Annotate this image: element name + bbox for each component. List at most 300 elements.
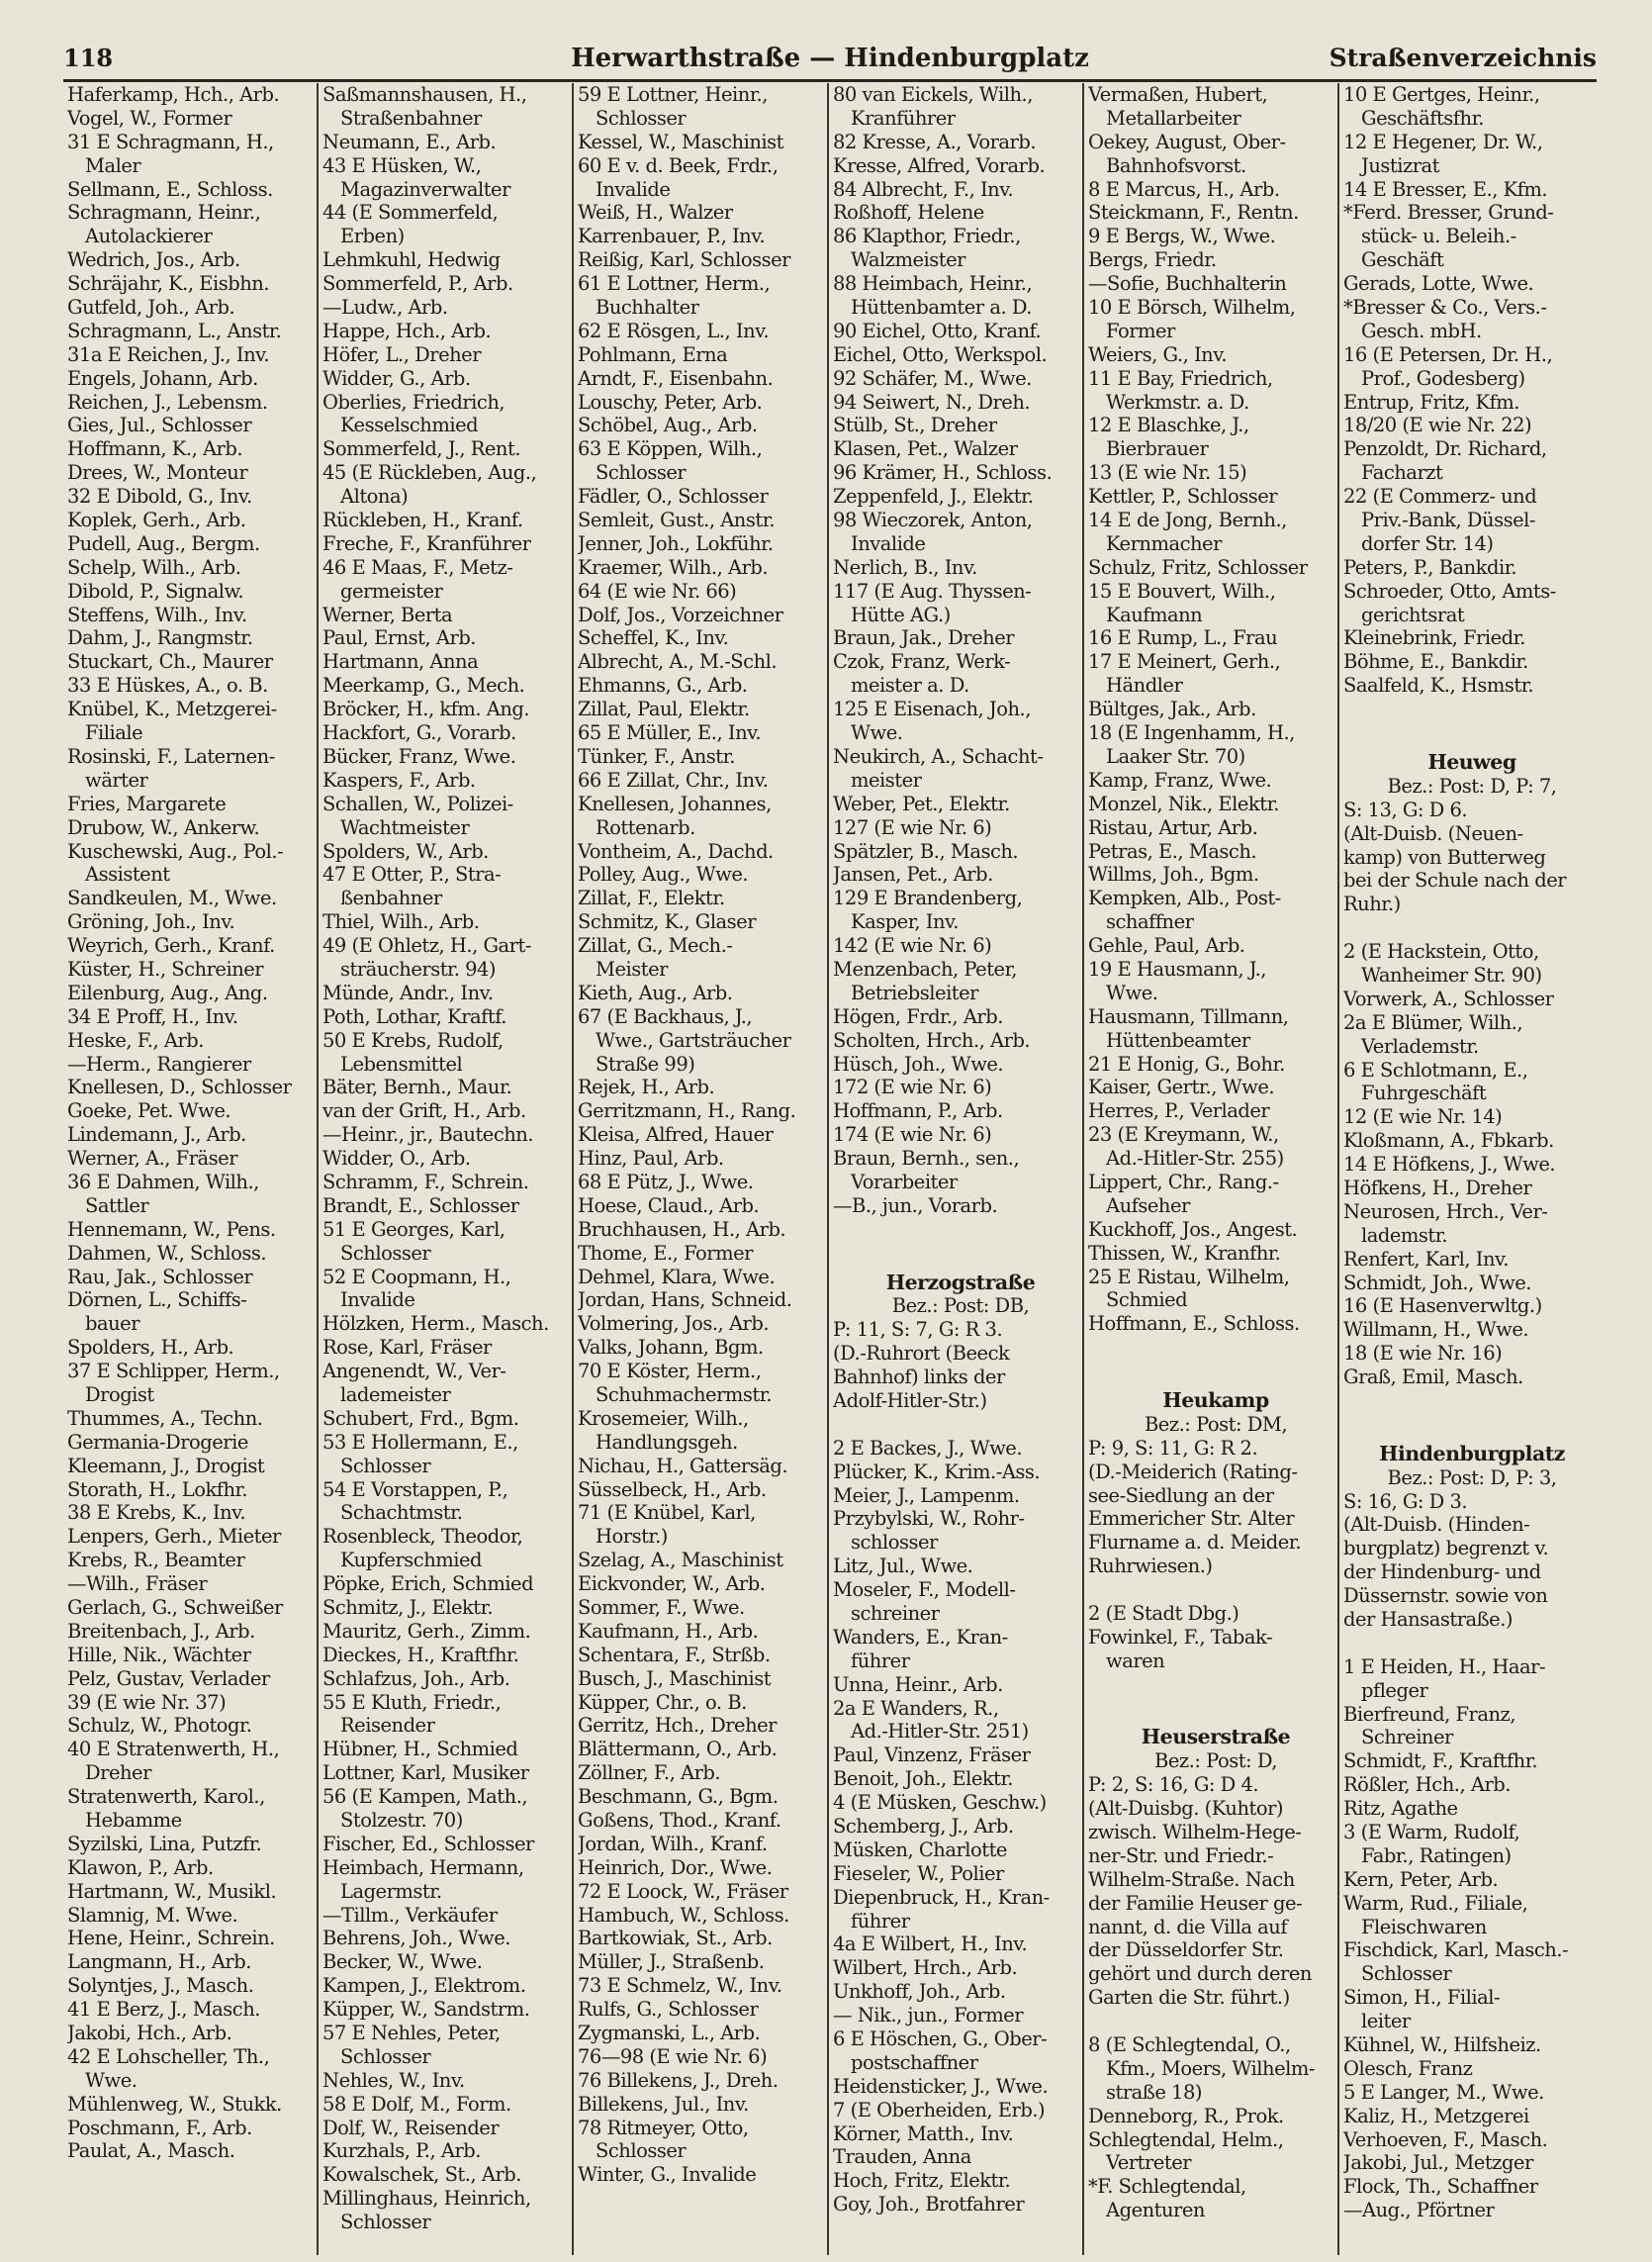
- directory-entry: P: 2, S: 16, G: D 4.: [1088, 1773, 1259, 1797]
- directory-entry: Horstr.): [596, 1525, 668, 1549]
- directory-entry: der Hindenburg- und: [1343, 1560, 1541, 1584]
- directory-entry: 53 E Hollermann, E.,: [322, 1430, 518, 1454]
- directory-column-6: [1339, 83, 1595, 2255]
- directory-entry: Schlegtendal, Helm.,: [1088, 2127, 1284, 2151]
- directory-entry: 59 E Lottner, Heinr.,: [578, 83, 768, 106]
- directory-entry: Herres, P., Verlader: [1088, 1099, 1270, 1123]
- directory-entry: Hackfort, G., Vorarb.: [322, 721, 516, 745]
- directory-entry: Hoffmann, E., Schloss.: [1088, 1312, 1300, 1336]
- directory-entry: Hebamme: [85, 1809, 182, 1833]
- directory-entry: Wilhelm-Straße. Nach: [1088, 1867, 1295, 1891]
- directory-entry: (Alt-Duisb. (Hinden-: [1343, 1513, 1530, 1537]
- directory-entry: Denneborg, R., Prok.: [1088, 2104, 1284, 2127]
- directory-entry: Drogist: [85, 1382, 154, 1406]
- directory-entry: *Bresser & Co., Vers.-: [1343, 296, 1547, 320]
- directory-entry: Stuckart, Ch., Maurer: [67, 650, 273, 674]
- directory-entry: Müsken, Charlotte: [833, 1838, 1007, 1861]
- directory-entry: Agenturen: [1106, 2199, 1205, 2222]
- directory-entry: 16 E Rump, L., Frau: [1088, 626, 1278, 650]
- directory-entry: 129 E Brandenberg,: [833, 887, 1023, 910]
- directory-entry: Höfer, L., Dreher: [322, 342, 482, 366]
- directory-entry: Kieth, Aug., Arb.: [578, 981, 733, 1004]
- directory-entry: —Heinr., jr., Bautechn.: [322, 1123, 534, 1147]
- directory-entry: Wwe.: [85, 2068, 138, 2092]
- directory-entry: Jordan, Wilh., Kranf.: [578, 1832, 768, 1855]
- directory-entry: Vorarbeiter: [851, 1170, 958, 1193]
- directory-entry: Thiel, Wilh., Arb.: [322, 910, 480, 934]
- directory-entry: meister: [851, 768, 922, 792]
- directory-entry: 23 (E Kreymann, W.,: [1088, 1123, 1279, 1147]
- directory-entry: Saßmannshausen, H.,: [322, 83, 527, 106]
- directory-entry: Kaiser, Gertr., Wwe.: [1088, 1076, 1275, 1099]
- directory-entry: P: 11, S: 7, G: R 3.: [833, 1318, 1003, 1342]
- directory-entry: 33 E Hüskes, A., o. B.: [67, 674, 268, 698]
- directory-entry: Happe, Hch., Arb.: [322, 319, 492, 342]
- directory-entry: Kranführer: [851, 106, 956, 130]
- directory-entry: Lenpers, Gerh., Mieter: [67, 1525, 281, 1549]
- directory-entry: 72 E Loock, W., Fräser: [578, 1879, 788, 1903]
- directory-entry: Eickvonder, W., Arb.: [578, 1572, 766, 1596]
- district-info: Bez.: Post: DM,: [1144, 1412, 1288, 1436]
- directory-entry: 86 Klapthor, Friedr.,: [833, 225, 1021, 248]
- directory-entry: Reisender: [340, 1714, 435, 1738]
- directory-entry: Vertreter: [1106, 2151, 1192, 2175]
- directory-entry: Kessel, W., Maschinist: [578, 130, 783, 153]
- directory-entry: 84 Albrecht, F., Inv.: [833, 177, 1014, 201]
- directory-entry: Weber, Pet., Elektr.: [833, 792, 1010, 815]
- directory-entry: Schlosser: [1361, 1962, 1452, 1986]
- directory-entry: Pöpke, Erich, Schmied: [322, 1572, 534, 1596]
- directory-entry: Fleischwaren: [1361, 1915, 1487, 1938]
- directory-entry: Bültges, Jak., Arb.: [1088, 698, 1256, 721]
- directory-entry: Müller, J., Straßenb.: [578, 1950, 765, 1974]
- directory-entry: *F. Schlegtendal,: [1088, 2175, 1246, 2199]
- directory-entry: Meier, J., Lampenm.: [833, 1483, 1020, 1507]
- directory-entry: 88 Heimbach, Heinr.,: [833, 272, 1033, 296]
- directory-entry: Schlosser: [340, 2211, 431, 2234]
- directory-entry: Schragmann, L., Anstr.: [67, 319, 282, 342]
- directory-entry: Hambuch, W., Schloss.: [578, 1903, 789, 1927]
- directory-entry: Meerkamp, G., Mech.: [322, 674, 525, 698]
- directory-entry: Schragmann, Heinr.,: [67, 201, 261, 225]
- directory-entry: Engels, Johann, Arb.: [67, 366, 258, 390]
- directory-entry: Peters, P., Bankdir.: [1343, 555, 1517, 579]
- directory-entry: Facharzt: [1361, 461, 1443, 485]
- directory-entry: Körner, Matth., Inv.: [833, 2121, 1014, 2145]
- directory-entry: Kloßmann, A., Fbkarb.: [1343, 1129, 1554, 1153]
- street-heading: Heuserstraße: [1141, 1725, 1291, 1749]
- directory-entry: 63 E Köppen, Wilh.,: [578, 437, 763, 461]
- directory-entry: 6 E Höschen, G., Ober-: [833, 2027, 1048, 2051]
- directory-entry: 50 E Krebs, Rudolf,: [322, 1028, 504, 1052]
- street-directory-columns: [63, 83, 1597, 2255]
- directory-entry: Kaspers, F., Arb.: [322, 768, 476, 792]
- directory-entry: 4a E Wilbert, H., Inv.: [833, 1932, 1028, 1956]
- directory-column-4: [829, 83, 1084, 2255]
- directory-entry: Thome, E., Former: [578, 1241, 753, 1265]
- directory-entry: Fuhrgeschäft: [1361, 1082, 1487, 1105]
- directory-entry: Schreiner: [1361, 1726, 1453, 1749]
- directory-entry: —Tillm., Verkäufer: [322, 1903, 498, 1927]
- directory-entry: 56 (E Kampen, Math.,: [322, 1785, 528, 1809]
- directory-entry: Polley, Aug., Wwe.: [578, 863, 749, 887]
- directory-entry: Flurname a. d. Meider.: [1088, 1531, 1302, 1555]
- directory-entry: Millinghaus, Heinrich,: [322, 2187, 531, 2211]
- directory-entry: Kleemann, J., Drogist: [67, 1454, 265, 1477]
- directory-entry: 49 (E Ohletz, H., Gart-: [322, 934, 531, 958]
- directory-entry: 80 van Eickels, Wilh.,: [833, 83, 1033, 106]
- directory-entry: Jordan, Hans, Schneid.: [578, 1288, 792, 1312]
- directory-entry: postschaffner: [851, 2050, 978, 2074]
- directory-entry: Bücker, Franz, Wwe.: [322, 744, 516, 768]
- directory-entry: (D.-Meiderich (Rating-: [1088, 1460, 1298, 1483]
- directory-entry: Högen, Frdr., Arb.: [833, 1004, 1003, 1028]
- directory-entry: Zillat, Paul, Elektr.: [578, 698, 750, 721]
- directory-entry: lademeister: [340, 1382, 451, 1406]
- directory-entry: Bierbrauer: [1106, 437, 1209, 461]
- directory-entry: 2a E Blümer, Wilh.,: [1343, 1010, 1523, 1034]
- directory-entry: Dolf, W., Reisender: [322, 2116, 500, 2139]
- directory-entry: Schlosser: [596, 461, 687, 485]
- directory-entry: 2 (E Hackstein, Otto,: [1343, 940, 1539, 964]
- directory-entry: 94 Seiwert, N., Dreh.: [833, 390, 1031, 414]
- directory-entry: 34 E Proff, H., Inv.: [67, 1004, 238, 1028]
- directory-entry: der Hansastraße.): [1343, 1608, 1514, 1631]
- directory-entry: *Ferd. Bresser, Grund-: [1343, 201, 1554, 225]
- directory-entry: Jansen, Pet., Arb.: [833, 863, 993, 887]
- directory-entry: führer: [851, 1909, 910, 1932]
- directory-entry: Bröcker, H., kfm. Ang.: [322, 698, 530, 721]
- directory-entry: 7 (E Oberheiden, Erb.): [833, 2098, 1046, 2121]
- directory-entry: Kowalschek, St., Arb.: [322, 2163, 521, 2187]
- directory-entry: 142 (E wie Nr. 6): [833, 934, 992, 958]
- directory-entry: pfleger: [1361, 1678, 1428, 1702]
- directory-entry: Wwe.: [851, 721, 903, 745]
- directory-entry: 51 E Georges, Karl,: [322, 1217, 505, 1241]
- directory-entry: Szelag, A., Maschinist: [578, 1549, 783, 1572]
- directory-entry: Knellesen, D., Schlosser: [67, 1076, 292, 1099]
- directory-entry: Diepenbruck, H., Kran-: [833, 1885, 1050, 1909]
- directory-entry: Schlosser: [340, 2044, 431, 2068]
- directory-entry: Kuschewski, Aug., Pol.-: [67, 839, 284, 863]
- directory-entry: 43 E Hüsken, W.,: [322, 153, 482, 177]
- directory-entry: Dehmel, Klara, Wwe.: [578, 1265, 776, 1288]
- spacer: [1088, 1578, 1333, 1602]
- directory-entry: 92 Schäfer, M., Wwe.: [833, 366, 1032, 390]
- directory-entry: nannt, d. die Villa auf: [1088, 1915, 1288, 1938]
- directory-entry: Hüsch, Joh., Wwe.: [833, 1052, 1004, 1076]
- directory-entry: Eilenburg, Aug., Ang.: [67, 981, 268, 1004]
- directory-entry: 18 (E wie Nr. 16): [1343, 1342, 1503, 1366]
- directory-entry: zwisch. Wilhelm-Hege-: [1088, 1821, 1302, 1844]
- directory-entry: Dolf, Jos., Vorzeichner: [578, 603, 783, 626]
- directory-entry: Bahnhof) links der: [833, 1366, 1005, 1389]
- directory-entry: 38 E Krebs, K., Inv.: [67, 1501, 246, 1525]
- directory-entry: Geschäftsfhr.: [1361, 106, 1484, 130]
- directory-entry: ßenbahner: [340, 887, 442, 910]
- directory-entry: Widder, O., Arb.: [322, 1147, 471, 1171]
- directory-entry: Lehmkuhl, Hedwig: [322, 248, 501, 272]
- directory-entry: Ruhr.): [1343, 893, 1401, 916]
- directory-entry: P: 9, S: 11, G: R 2.: [1088, 1436, 1258, 1460]
- directory-entry: Lebensmittel: [340, 1052, 463, 1076]
- directory-entry: der Düsseldorfer Str.: [1088, 1938, 1284, 1962]
- directory-entry: Filiale: [85, 721, 143, 745]
- directory-entry: Willmann, H., Wwe.: [1343, 1318, 1529, 1342]
- directory-entry: —Herm., Rangierer: [67, 1052, 251, 1076]
- directory-entry: Rulfs, G., Schlosser: [578, 1998, 759, 2022]
- directory-entry: 117 (E Aug. Thyssen-: [833, 579, 1032, 603]
- directory-entry: Simon, H., Filial-: [1343, 1986, 1501, 2010]
- spacer: [1088, 1360, 1333, 1383]
- directory-entry: Freche, F., Kranführer: [322, 531, 531, 555]
- directory-entry: leiter: [1361, 2010, 1411, 2033]
- directory-entry: Litz, Jul., Wwe.: [833, 1555, 973, 1578]
- directory-entry: Zillat, G., Mech.-: [578, 934, 733, 958]
- directory-entry: Koplek, Gerh., Arb.: [67, 509, 246, 532]
- directory-entry: Kamp, Franz, Wwe.: [1088, 768, 1272, 792]
- directory-entry: Roßhoff, Helene: [833, 201, 984, 225]
- directory-entry: Scheffel, K., Inv.: [578, 626, 729, 650]
- directory-entry: Pudell, Aug., Bergm.: [67, 531, 260, 555]
- directory-entry: Schemberg, J., Arb.: [833, 1815, 1014, 1838]
- directory-entry: schreiner: [851, 1602, 940, 1625]
- directory-entry: waren: [1106, 1649, 1165, 1672]
- directory-entry: Schlosser: [340, 1454, 431, 1477]
- directory-entry: Trauden, Anna: [833, 2145, 971, 2169]
- directory-entry: 2a E Wanders, R.,: [833, 1696, 999, 1720]
- directory-entry: 62 E Rösgen, L., Inv.: [578, 319, 770, 342]
- directory-entry: Buchhalter: [596, 296, 699, 320]
- directory-entry: Rau, Jak., Schlosser: [67, 1265, 253, 1288]
- directory-entry: Hoffmann, K., Arb.: [67, 437, 243, 461]
- directory-entry: Kernmacher: [1106, 531, 1222, 555]
- directory-entry: Kampen, J., Elektrom.: [322, 1974, 526, 1998]
- directory-entry: Oberlies, Friedrich,: [322, 390, 505, 414]
- directory-entry: Kleisa, Alfred, Hauer: [578, 1123, 774, 1147]
- directory-entry: Hübner, H., Schmied: [322, 1738, 518, 1761]
- directory-entry: see-Siedlung an der: [1088, 1483, 1274, 1507]
- directory-entry: Werner, Berta: [322, 603, 453, 626]
- directory-entry: Dibold, P., Signalw.: [67, 579, 244, 603]
- directory-column-2: [319, 83, 574, 2255]
- directory-entry: 78 Ritmeyer, Otto,: [578, 2116, 749, 2139]
- directory-entry: Knübel, K., Metzgerei-: [67, 698, 277, 721]
- directory-entry: Scholten, Hrch., Arb.: [833, 1028, 1031, 1052]
- directory-entry: ner-Str. und Friedr.-: [1088, 1843, 1274, 1867]
- directory-entry: 67 (E Backhaus, J.,: [578, 1004, 753, 1028]
- directory-entry: 64 (E wie Nr. 66): [578, 579, 737, 603]
- directory-entry: Wedrich, Jos., Arb.: [67, 248, 240, 272]
- directory-entry: Petras, E., Masch.: [1088, 839, 1257, 863]
- directory-entry: Garten die Str. führt.): [1088, 1986, 1290, 2010]
- directory-entry: 12 (E wie Nr. 14): [1343, 1105, 1503, 1129]
- directory-entry: Schmitz, K., Glaser: [578, 910, 757, 934]
- directory-entry: Böhme, E., Bankdir.: [1343, 650, 1528, 674]
- directory-entry: 61 E Lottner, Herm.,: [578, 272, 771, 296]
- directory-entry: Ristau, Artur, Arb.: [1088, 815, 1258, 839]
- directory-entry: Stolzestr. 70): [340, 1809, 463, 1833]
- directory-entry: 73 E Schmelz, W., Inv.: [578, 1974, 782, 1998]
- directory-entry: 2 (E Stadt Dbg.): [1088, 1602, 1239, 1625]
- directory-entry: Gesch. mbH.: [1361, 319, 1482, 342]
- directory-entry: S: 13, G: D 6.: [1343, 798, 1468, 821]
- directory-entry: 15 E Bouvert, Wilh.,: [1088, 579, 1276, 603]
- directory-entry: Przybylski, W., Rohr-: [833, 1507, 1025, 1531]
- directory-entry: Czok, Franz, Werk-: [833, 650, 1011, 674]
- spacer: [1343, 721, 1591, 745]
- directory-entry: Fischer, Ed., Schlosser: [322, 1832, 534, 1855]
- directory-entry: 55 E Kluth, Friedr.,: [322, 1690, 502, 1714]
- directory-entry: Schramm, F., Schrein.: [322, 1170, 529, 1193]
- directory-entry: Schmied: [1106, 1288, 1188, 1312]
- directory-entry: Hartmann, W., Musikl.: [67, 1879, 277, 1903]
- directory-entry: Paul, Ernst, Arb.: [322, 626, 477, 650]
- directory-entry: Behrens, Joh., Wwe.: [322, 1927, 510, 1950]
- directory-entry: 14 E Höfkens, J., Wwe.: [1343, 1153, 1556, 1177]
- directory-entry: Bahnhofsvorst.: [1106, 153, 1246, 177]
- directory-entry: Hölzken, Herm., Masch.: [322, 1312, 549, 1336]
- directory-entry: Unna, Heinr., Arb.: [833, 1672, 1003, 1696]
- directory-entry: Münde, Andr., Inv.: [322, 981, 494, 1004]
- spacer: [1343, 1413, 1591, 1437]
- directory-entry: Angenendt, W., Ver-: [322, 1360, 506, 1383]
- directory-entry: 18/20 (E wie Nr. 22): [1343, 414, 1532, 437]
- directory-entry: Düssernstr. sowie von: [1343, 1584, 1548, 1608]
- directory-entry: Hoch, Fritz, Elektr.: [833, 2169, 1011, 2193]
- spacer: [1088, 1336, 1333, 1360]
- directory-entry: Hinz, Paul, Arb.: [578, 1147, 724, 1171]
- directory-entry: Drubow, W., Ankerw.: [67, 815, 260, 839]
- directory-entry: Schentara, F., Strßb.: [578, 1643, 771, 1666]
- directory-entry: Bartkowiak, St., Arb.: [578, 1927, 773, 1950]
- directory-entry: Knellesen, Johannes,: [578, 792, 772, 815]
- directory-entry: 25 E Ristau, Wilhelm,: [1088, 1265, 1290, 1288]
- directory-entry: Poth, Lothar, Kraftf.: [322, 1004, 506, 1028]
- directory-entry: Krosemeier, Wilh.,: [578, 1406, 749, 1430]
- directory-entry: Kfm., Moers, Wilhelm-: [1106, 2056, 1315, 2080]
- directory-entry: 3 (E Warm, Rudolf,: [1343, 1821, 1520, 1844]
- directory-entry: Schmidt, Joh., Wwe.: [1343, 1271, 1531, 1294]
- directory-entry: Lagermstr.: [340, 1879, 442, 1903]
- directory-entry: Storath, H., Lokfhr.: [67, 1477, 247, 1501]
- directory-entry: Schubert, Frd., Bgm.: [322, 1406, 519, 1430]
- directory-entry: 12 E Blaschke, J.,: [1088, 414, 1249, 437]
- directory-entry: Invalide: [340, 1288, 415, 1312]
- directory-entry: meister a. D.: [851, 674, 969, 698]
- directory-entry: kamp) von Butterweg: [1343, 845, 1546, 869]
- directory-entry: gerichtsrat: [1361, 603, 1465, 626]
- district-info: Bez.: Post: D, P: 3,: [1387, 1465, 1557, 1489]
- directory-entry: schaffner: [1106, 910, 1194, 934]
- directory-entry: Invalide: [596, 177, 671, 201]
- directory-entry: bauer: [85, 1312, 140, 1336]
- directory-entry: 68 E Pütz, J., Wwe.: [578, 1170, 754, 1193]
- directory-entry: Hüttenbamter a. D.: [851, 296, 1032, 320]
- directory-entry: Werkmstr. a. D.: [1106, 390, 1249, 414]
- directory-entry: Kraemer, Wilh., Arb.: [578, 555, 769, 579]
- directory-entry: 14 E de Jong, Bernh.,: [1088, 509, 1287, 532]
- directory-entry: Rose, Karl, Fräser: [322, 1336, 492, 1360]
- directory-entry: Kasper, Inv.: [851, 910, 959, 934]
- directory-entry: — Nik., jun., Former: [833, 2004, 1024, 2027]
- directory-entry: Dörnen, L., Schiffs-: [67, 1288, 247, 1312]
- directory-entry: der Familie Heuser ge-: [1088, 1891, 1303, 1915]
- directory-entry: Saalfeld, K., Hsmstr.: [1343, 674, 1534, 698]
- directory-entry: Braun, Jak., Dreher: [833, 626, 1015, 650]
- directory-entry: burgplatz) begrenzt v.: [1343, 1537, 1549, 1560]
- directory-entry: 90 Eichel, Otto, Kranf.: [833, 319, 1042, 342]
- directory-entry: 54 E Vorstappen, P.,: [322, 1477, 508, 1501]
- directory-entry: Gröning, Joh., Inv.: [67, 910, 235, 934]
- directory-entry: Wanders, E., Kran-: [833, 1625, 1008, 1649]
- directory-entry: Sommerfeld, J., Rent.: [322, 437, 521, 461]
- directory-entry: Semleit, Gust., Anstr.: [578, 509, 776, 532]
- page-header: [63, 40, 1597, 82]
- directory-entry: Schmitz, J., Elektr.: [322, 1596, 494, 1619]
- directory-entry: Klasen, Pet., Walzer: [833, 437, 1018, 461]
- directory-entry: Lindemann, J., Arb.: [67, 1123, 246, 1147]
- directory-entry: 82 Kresse, A., Vorarb.: [833, 130, 1037, 153]
- spacer: [1088, 1673, 1333, 1697]
- directory-entry: 71 (E Knübel, Karl,: [578, 1501, 756, 1525]
- directory-entry: Geschäft: [1361, 248, 1444, 272]
- directory-entry: Gerritz, Hch., Dreher: [578, 1714, 778, 1738]
- directory-entry: Goßens, Thod., Kranf.: [578, 1809, 781, 1833]
- directory-entry: —Wilh., Fräser: [67, 1572, 208, 1596]
- page-number: 118: [63, 44, 114, 72]
- directory-entry: 76—98 (E wie Nr. 6): [578, 2044, 768, 2068]
- directory-entry: Gerads, Lotte, Wwe.: [1343, 272, 1534, 296]
- directory-entry: Paulat, A., Masch.: [67, 2139, 235, 2163]
- directory-entry: Wanheimer Str. 90): [1361, 963, 1542, 987]
- directory-entry: 174 (E wie Nr. 6): [833, 1123, 992, 1147]
- directory-entry: Olesch, Franz: [1343, 2056, 1473, 2080]
- directory-entry: 40 E Stratenwerth, H.,: [67, 1738, 280, 1761]
- district-info: Bez.: Post: D, P: 7,: [1387, 774, 1557, 798]
- directory-entry: Zöllner, F., Arb.: [578, 1761, 721, 1785]
- directory-entry: (D.-Ruhrort (Beeck: [833, 1342, 1010, 1366]
- directory-entry: Fries, Margarete: [67, 792, 227, 815]
- directory-entry: Paul, Vinzenz, Fräser: [833, 1744, 1031, 1767]
- directory-entry: Stülb, St., Dreher: [833, 414, 997, 437]
- directory-entry: 8 (E Schlegtendal, O.,: [1088, 2033, 1291, 2057]
- directory-entry: Metallarbeiter: [1106, 106, 1241, 130]
- directory-entry: 58 E Dolf, M., Form.: [322, 2092, 511, 2116]
- directory-entry: Kaufmann, H., Arb.: [578, 1619, 759, 1643]
- directory-entry: Neukirch, A., Schacht-: [833, 744, 1044, 768]
- directory-entry: 44 (E Sommerfeld,: [322, 201, 499, 225]
- directory-entry: Dahm, J., Rangmstr.: [67, 626, 253, 650]
- directory-entry: Plücker, K., Krim.-Ass.: [833, 1460, 1041, 1483]
- directory-entry: Höfkens, H., Dreher: [1343, 1176, 1532, 1199]
- directory-entry: Schlosser: [596, 106, 687, 130]
- directory-entry: Bruchhausen, H., Arb.: [578, 1217, 786, 1241]
- directory-entry: Kuckhoff, Jos., Angest.: [1088, 1217, 1298, 1241]
- directory-entry: Händler: [1106, 674, 1183, 698]
- directory-entry: Moseler, F., Modell-: [833, 1578, 1016, 1602]
- directory-entry: Hene, Heinr., Schrein.: [67, 1927, 275, 1950]
- directory-entry: 31 E Schragmann, H.,: [67, 130, 274, 153]
- directory-entry: —B., jun., Vorarb.: [833, 1193, 998, 1217]
- street-heading: Hindenburgplatz: [1379, 1441, 1565, 1465]
- directory-entry: Prof., Godesberg): [1361, 366, 1525, 390]
- directory-entry: (Alt-Duisbg. (Kuhtor): [1088, 1797, 1284, 1821]
- street-heading: Heukamp: [1162, 1387, 1269, 1412]
- directory-entry: Fabr., Ratingen): [1361, 1843, 1512, 1867]
- directory-entry: Verlademstr.: [1361, 1034, 1479, 1058]
- directory-entry: Küster, H., Schreiner: [67, 957, 264, 981]
